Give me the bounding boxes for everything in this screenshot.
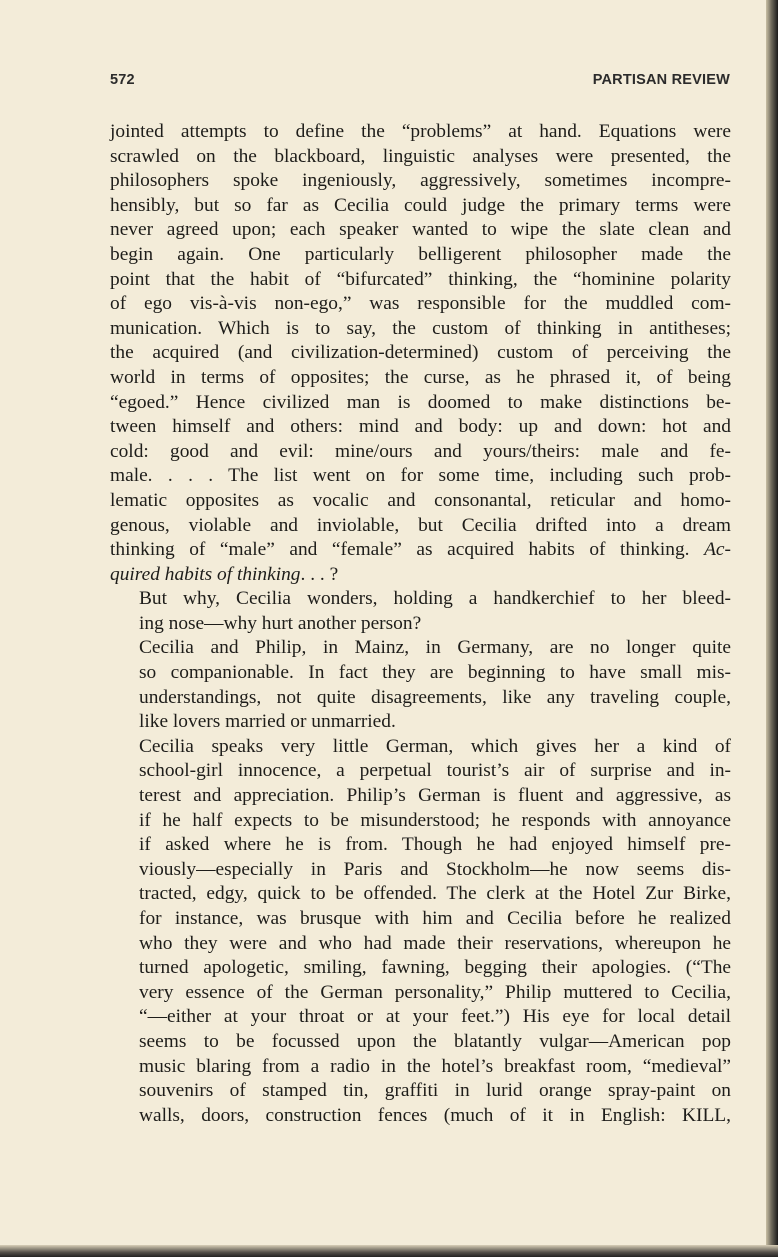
italic-text: Ac- <box>704 539 731 561</box>
text-line: who they were and who had made their reservations, whereupon he <box>139 932 731 954</box>
text-segment: thinking of “male” and “female” as acquired habits of thinking. <box>110 539 705 561</box>
text-line: cold: good and evil: mine/ours and yours/theirs: male and fe- <box>110 440 731 462</box>
text-line: so companionable. In fact they are beginning to have small mis- <box>139 662 731 684</box>
text-line: tween himself and others: mind and body: up and down: hot and <box>110 416 731 438</box>
text-segment: . . . ? <box>300 563 339 585</box>
text-line: never agreed upon; each speaker wanted to wipe the slate clean and <box>110 219 731 241</box>
italic-text: quired habits of thinking <box>110 563 301 585</box>
text-line: turned apologetic, smiling, fawning, begging their apologies. (“The <box>139 957 731 979</box>
text-line: point that the habit of “bifurcated” thinking, the “hominine polarity <box>110 268 731 290</box>
text-line: tracted, edgy, quick to be offended. The clerk at the Hotel Zur Birke, <box>139 883 731 905</box>
text-line: Cecilia and Philip, in Mainz, in Germany, are no longer quite <box>139 637 731 659</box>
running-head: PARTISAN REVIEW <box>592 72 730 88</box>
text-line: philosophers spoke ingeniously, aggressively, sometimes incompre- <box>110 170 731 192</box>
text-line: genous, violable and inviolable, but Cecilia drifted into a dream <box>110 514 731 536</box>
text-line: male. . . . The list went on for some time, including such prob- <box>110 465 731 487</box>
text-line: very essence of the German personality,” Philip muttered to Cecilia, <box>139 981 731 1003</box>
text-line: begin again. One particularly belligerent philosopher made the <box>110 243 731 265</box>
paragraph-2 <box>110 587 731 636</box>
text-line: But why, Cecilia wonders, holding a handkerchief to her bleed- <box>139 588 731 610</box>
text-line: school-girl innocence, a perpetual tourist’s air of surprise and in- <box>139 760 731 782</box>
text-line: munication. Which is to say, the custom of thinking in antitheses; <box>110 317 731 339</box>
text-line: viously—especially in Paris and Stockholm—he now seems dis- <box>139 858 731 880</box>
text-line: souvenirs of stamped tin, graffiti in lurid orange spray-paint on <box>139 1080 731 1102</box>
text-line: music blaring from a radio in the hotel’s breakfast room, “medieval” <box>139 1055 731 1077</box>
text-line: the acquired (and civilization-determined) custom of perceiving the <box>110 342 731 364</box>
body-text <box>110 120 731 1128</box>
text-line: for instance, was brusque with him and Cecilia before he realized <box>139 908 731 929</box>
page-header <box>110 72 730 94</box>
paragraph-1 <box>110 120 731 587</box>
text-line <box>110 538 731 563</box>
text-line <box>110 563 731 588</box>
page-bottom-shadow <box>0 1245 778 1257</box>
text-line: scrawled on the blackboard, linguistic analyses were presented, the <box>110 145 731 167</box>
text-line: world in terms of opposites; the curse, as he phrased it, of being <box>110 366 731 388</box>
text-line: walls, doors, construction fences (much of it in English: KILL, <box>139 1104 731 1126</box>
text-line: Cecilia speaks very little German, which gives her a kind of <box>139 735 731 757</box>
text-line: jointed attempts to define the “problems” at hand. Equations were <box>110 121 731 142</box>
page-edge-shadow <box>766 0 778 1257</box>
text-line: seems to be focussed upon the blatantly vulgar—American pop <box>139 1030 731 1052</box>
text-line: of ego vis-à-vis non-ego,” was responsible for the muddled com- <box>110 293 731 315</box>
paragraph-3 <box>110 636 731 734</box>
text-line: “egoed.” Hence civilized man is doomed to make distinctions be- <box>110 391 731 413</box>
page-number: 572 <box>110 72 135 88</box>
text-line: “—either at your throat or at your feet.”) His eye for local detail <box>139 1006 731 1028</box>
text-line: ing nose—why hurt another person? <box>139 612 422 634</box>
text-line: understandings, not quite disagreements, like any traveling couple, <box>139 686 731 708</box>
text-line: if he half expects to be misunderstood; he responds with annoyance <box>139 809 731 831</box>
paragraph-4 <box>110 735 731 1129</box>
text-line: if asked where he is from. Though he had enjoyed himself pre- <box>139 834 731 856</box>
text-line: hensibly, but so far as Cecilia could judge the primary terms were <box>110 194 731 216</box>
text-line: lematic opposites as vocalic and consonantal, reticular and homo- <box>110 489 731 511</box>
text-line: terest and appreciation. Philip’s German is fluent and aggressive, as <box>139 785 731 807</box>
text-line: like lovers married or unmarried. <box>139 711 396 733</box>
